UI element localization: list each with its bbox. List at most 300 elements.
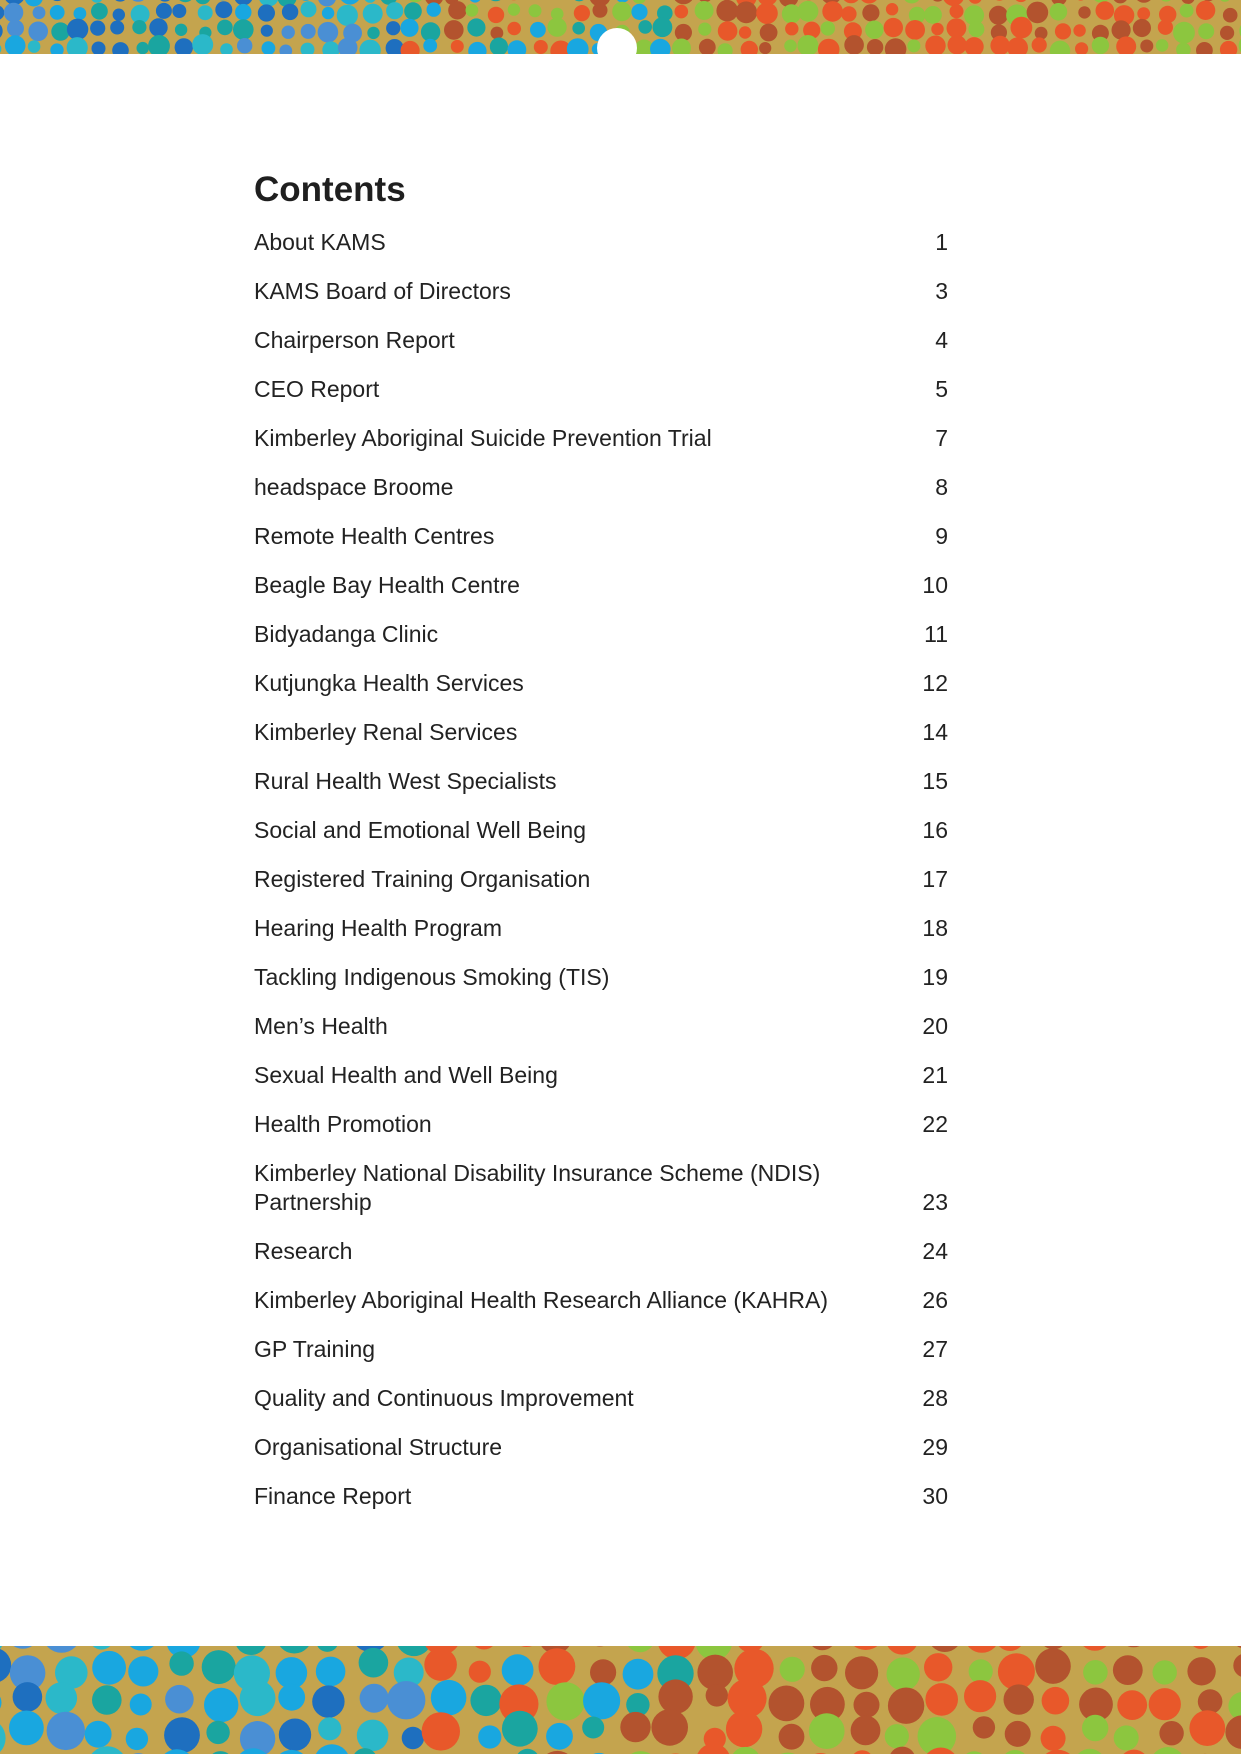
decorative-dot xyxy=(148,35,170,54)
decorative-dot xyxy=(1050,41,1070,54)
decorative-dot xyxy=(1198,23,1214,39)
toc-entry[interactable] xyxy=(254,1110,948,1139)
decorative-dot xyxy=(176,0,194,2)
decorative-dot xyxy=(965,37,984,54)
toc-entry-page-number: 24 xyxy=(922,1238,948,1264)
decorative-dot xyxy=(469,1661,491,1683)
toc-entry[interactable] xyxy=(254,620,948,649)
decorative-dot xyxy=(973,1716,995,1738)
toc-entry-label: Tackling Indigenous Smoking (TIS) xyxy=(254,964,610,990)
decorative-dot xyxy=(851,1750,874,1754)
decorative-dot xyxy=(1073,24,1085,36)
decorative-dot xyxy=(1173,22,1195,44)
decorative-dot xyxy=(314,1744,350,1754)
toc-entry-label: Kimberley Renal Services xyxy=(254,719,518,745)
decorative-dot xyxy=(195,0,211,4)
decorative-dot xyxy=(91,3,108,20)
decorative-dot xyxy=(279,1719,311,1751)
decorative-dot xyxy=(92,42,106,55)
decorative-dot xyxy=(468,42,486,54)
decorative-dot xyxy=(1113,1655,1143,1685)
decorative-dot xyxy=(1133,19,1151,37)
decorative-dot xyxy=(572,22,585,35)
decorative-dot xyxy=(215,1,232,18)
decorative-dot xyxy=(696,1744,731,1754)
toc-entry[interactable] xyxy=(254,669,948,698)
decorative-dot xyxy=(651,1709,688,1746)
decorative-dot xyxy=(261,25,273,37)
decorative-dot xyxy=(1082,1715,1108,1741)
decorative-dot xyxy=(402,1727,424,1749)
decorative-dot xyxy=(511,1646,541,1647)
decorative-dot xyxy=(129,0,148,2)
toc-entry[interactable] xyxy=(254,1384,948,1413)
decorative-dot xyxy=(444,20,464,40)
decorative-dot xyxy=(1159,1721,1183,1745)
decorative-dot xyxy=(808,1646,837,1650)
decorative-dot xyxy=(675,24,692,41)
decorative-dot xyxy=(132,20,146,34)
decorative-dot xyxy=(92,1651,126,1685)
toc-entry-page-number: 20 xyxy=(922,1013,948,1039)
decorative-dot xyxy=(50,43,63,54)
decorative-dot xyxy=(28,22,48,42)
toc-entry-label: Beagle Bay Health Centre xyxy=(254,572,520,598)
decorative-dot xyxy=(925,1683,958,1716)
toc-entry-label: GP Training xyxy=(254,1336,376,1362)
toc-entry-page-number: 23 xyxy=(922,1189,948,1215)
toc-entry[interactable] xyxy=(254,277,948,306)
toc-entry[interactable] xyxy=(254,473,948,502)
decorative-dot xyxy=(638,20,652,34)
toc-entry[interactable] xyxy=(254,1286,948,1315)
decorative-dot xyxy=(695,1,714,20)
toc-entry-label: Hearing Health Program xyxy=(254,915,503,941)
decorative-dot xyxy=(886,3,898,15)
decorative-dot xyxy=(968,21,984,37)
decorative-dot xyxy=(359,1648,389,1678)
decorative-dot xyxy=(889,1747,916,1754)
decorative-dot xyxy=(903,0,921,4)
decorative-dot xyxy=(1114,1725,1139,1750)
decorative-dot xyxy=(1223,8,1238,23)
decorative-dot xyxy=(1189,1710,1225,1746)
toc-entry-label: Chairperson Report xyxy=(254,327,455,353)
toc-entry[interactable] xyxy=(254,865,948,894)
decorative-dot xyxy=(113,9,125,21)
toc-entry-page-number: 9 xyxy=(935,523,948,549)
decorative-dot xyxy=(502,1654,534,1686)
decorative-dot xyxy=(451,40,464,53)
decorative-dot xyxy=(574,5,590,21)
decorative-dot xyxy=(422,1712,460,1750)
toc-entry[interactable] xyxy=(254,571,948,600)
decorative-dot xyxy=(964,1680,996,1712)
decorative-dot xyxy=(854,1692,880,1718)
decorative-dot xyxy=(785,22,798,35)
decorative-dot xyxy=(865,21,883,39)
decorative-dot xyxy=(1156,39,1169,52)
toc-entry-page-number: 8 xyxy=(935,474,948,500)
decorative-dot xyxy=(5,35,26,54)
toc-entry-page-number: 11 xyxy=(924,621,948,647)
decorative-dot xyxy=(360,1684,389,1713)
decorative-dot xyxy=(623,1659,654,1690)
toc-entry[interactable] xyxy=(254,767,948,796)
toc-entry[interactable] xyxy=(254,914,948,943)
toc-entry[interactable] xyxy=(254,1159,948,1217)
decorative-dot xyxy=(811,1655,837,1681)
decorative-dot xyxy=(74,7,87,20)
decorative-dot xyxy=(0,21,3,40)
decorative-dot xyxy=(1233,1653,1241,1677)
toc-entry-label: Quality and Continuous Improvement xyxy=(254,1385,634,1411)
decorative-dot xyxy=(363,4,383,24)
decorative-dot xyxy=(631,4,647,20)
decorative-dot xyxy=(1042,1687,1070,1715)
decorative-dot xyxy=(1078,6,1090,18)
decorative-dot xyxy=(404,2,422,20)
decorative-dot xyxy=(632,0,646,4)
decorative-dot xyxy=(1074,1749,1105,1754)
toc-entry[interactable] xyxy=(254,1061,948,1090)
toc-entry-page-number: 12 xyxy=(922,670,948,696)
decorative-dot xyxy=(405,0,425,2)
decorative-dot xyxy=(841,6,856,21)
decorative-dot xyxy=(885,38,907,54)
decorative-dot xyxy=(924,1653,952,1681)
decorative-dot xyxy=(673,0,695,4)
decorative-dot xyxy=(88,1746,128,1754)
decorative-dot xyxy=(318,1717,341,1740)
toc-entry-page-number: 30 xyxy=(922,1483,948,1509)
decorative-dot xyxy=(1032,37,1047,52)
decorative-dot xyxy=(1137,7,1150,20)
decorative-dot xyxy=(1096,1,1115,20)
decorative-dot xyxy=(298,0,313,1)
toc-entry-page-number: 15 xyxy=(922,768,948,794)
decorative-dot xyxy=(1220,26,1234,40)
decorative-dot xyxy=(46,1682,78,1714)
decorative-dot xyxy=(620,1712,650,1742)
decorative-dot xyxy=(490,38,508,55)
decorative-dot xyxy=(1092,37,1109,54)
dot-pattern-bottom xyxy=(0,1646,1241,1754)
decorative-dot xyxy=(198,5,213,20)
decorative-dot xyxy=(1180,4,1194,18)
decorative-dot xyxy=(175,24,187,36)
decorative-dot xyxy=(567,38,589,54)
decorative-dot xyxy=(386,21,400,35)
toc-entry[interactable] xyxy=(254,522,948,551)
decorative-dot xyxy=(128,1656,158,1686)
decorative-dot xyxy=(9,1711,44,1746)
decorative-dot xyxy=(625,1646,655,1652)
decorative-dot xyxy=(240,1680,276,1716)
decorative-dot xyxy=(862,4,879,21)
toc-entry-page-number: 3 xyxy=(935,278,948,304)
decorative-dot xyxy=(930,0,945,2)
decorative-dot xyxy=(126,1728,148,1750)
decorative-dot xyxy=(6,1646,39,1649)
decorative-dot xyxy=(950,4,964,18)
decorative-dot xyxy=(1005,1721,1031,1747)
decorative-dot xyxy=(739,26,751,38)
decorative-dot xyxy=(1196,1,1215,20)
decorative-dot xyxy=(470,1685,501,1716)
toc-entry-page-number: 22 xyxy=(922,1111,948,1137)
decorative-dot xyxy=(112,42,129,54)
decorative-dot xyxy=(885,1724,909,1748)
decorative-dot xyxy=(818,39,840,54)
decorative-dot xyxy=(798,1,819,22)
decorative-dot xyxy=(279,45,292,55)
toc-entry-page-number: 14 xyxy=(922,719,948,745)
decorative-dot xyxy=(467,18,485,36)
toc-entry-label: About KAMS xyxy=(254,229,386,255)
toc-entry[interactable] xyxy=(254,228,948,257)
toc-entry-label: Organisational Structure xyxy=(254,1434,503,1460)
decorative-dot xyxy=(779,1724,805,1750)
toc-entry-label: headspace Broome xyxy=(254,474,454,500)
decorative-dot xyxy=(0,1718,6,1754)
decorative-dot xyxy=(172,4,186,18)
decorative-dot xyxy=(165,1685,194,1714)
decorative-dot xyxy=(706,1684,728,1706)
decorative-dot xyxy=(478,1725,501,1748)
decorative-dot xyxy=(85,1721,112,1748)
decorative-dot xyxy=(91,0,103,3)
decorative-dot xyxy=(1055,23,1071,39)
decorative-dot xyxy=(282,26,295,39)
decorative-dot xyxy=(1083,1660,1108,1685)
decorative-dot xyxy=(1220,41,1237,54)
decorative-dot xyxy=(726,1711,762,1747)
decorative-dot xyxy=(130,1694,152,1716)
decorative-dot xyxy=(507,22,521,36)
decorative-dot xyxy=(925,36,945,55)
decorative-dot xyxy=(1150,1747,1185,1754)
decorative-dot xyxy=(1134,0,1154,3)
toc-entry[interactable] xyxy=(254,963,948,992)
toc-entry-page-number: 19 xyxy=(922,964,948,990)
toc-entry[interactable] xyxy=(254,1482,948,1511)
toc-entry-page-number: 28 xyxy=(922,1385,948,1411)
decorative-dot xyxy=(995,1646,1024,1651)
decorative-dot xyxy=(318,0,336,6)
toc-entry[interactable] xyxy=(254,1237,948,1266)
toc-entry-page-number: 26 xyxy=(922,1287,948,1313)
decorative-dot xyxy=(859,0,879,4)
decorative-dot xyxy=(780,1657,805,1682)
toc-entry-page-number: 17 xyxy=(922,866,948,892)
decorative-dot xyxy=(235,4,251,20)
decorative-dot xyxy=(312,1685,344,1717)
toc-entry-label: KAMS Board of Directors xyxy=(254,278,511,304)
decorative-dot xyxy=(759,42,771,54)
decorative-dot xyxy=(718,43,733,54)
decorative-dot xyxy=(273,1750,310,1754)
toc-entry[interactable] xyxy=(254,718,948,747)
decorative-dot xyxy=(1050,3,1068,21)
decorative-dot xyxy=(784,40,797,53)
decorative-dot xyxy=(427,2,441,16)
decorative-dot xyxy=(0,5,4,20)
decorative-dot xyxy=(1219,0,1231,2)
decorative-dot xyxy=(571,0,587,1)
decorative-dot xyxy=(277,1646,313,1654)
toc-entry-label: Kutjungka Health Services xyxy=(254,670,524,696)
decorative-dot xyxy=(67,37,88,54)
decorative-dot xyxy=(969,1659,993,1683)
decorative-dot xyxy=(316,1657,346,1687)
toc-entry-label: Bidyadanga Clinic xyxy=(254,621,439,647)
decorative-dot xyxy=(1011,17,1033,39)
decorative-dot xyxy=(947,18,967,38)
decorative-dot xyxy=(448,1,466,19)
decorative-dot xyxy=(202,1650,236,1684)
decorative-dot xyxy=(851,1716,881,1746)
decorative-dot xyxy=(546,1723,573,1750)
toc-entry-label: Health Promotion xyxy=(254,1111,432,1137)
decorative-dot xyxy=(491,27,504,40)
decorative-dot xyxy=(424,1648,457,1681)
decorative-dot xyxy=(0,43,1,54)
toc-entry-label: Finance Report xyxy=(254,1483,412,1509)
decorative-dot xyxy=(867,39,883,54)
decorative-dot xyxy=(845,1656,878,1689)
decorative-dot xyxy=(51,22,69,40)
decorative-dot xyxy=(769,1686,805,1722)
decorative-dot xyxy=(590,1659,616,1685)
decorative-dot xyxy=(423,39,437,53)
decorative-dot xyxy=(1119,1750,1149,1754)
toc-entry-label: CEO Report xyxy=(254,376,380,402)
toc-entry-page-number: 10 xyxy=(922,572,948,598)
decorative-dot xyxy=(1153,1660,1177,1684)
decorative-dot xyxy=(1119,1646,1148,1647)
decorative-dot xyxy=(157,0,173,2)
decorative-dot xyxy=(842,0,861,3)
decorative-dot xyxy=(989,6,1008,25)
decorative-dot xyxy=(318,22,339,43)
decorative-dot xyxy=(488,7,504,23)
decorative-dot xyxy=(699,39,716,54)
decorative-dot xyxy=(593,3,608,18)
toc-entry-label: Men’s Health xyxy=(254,1013,388,1039)
decorative-dot xyxy=(25,0,43,7)
decorative-dot xyxy=(1158,20,1173,35)
toc-entry[interactable] xyxy=(254,424,948,453)
decorative-dot xyxy=(357,1720,389,1752)
decorative-dot xyxy=(469,0,481,3)
decorative-dot xyxy=(991,0,1008,1)
toc-entry-page-number: 21 xyxy=(922,1062,948,1088)
decorative-dot xyxy=(1004,1684,1034,1714)
decorative-dot xyxy=(386,2,403,19)
decorative-dot xyxy=(466,4,479,17)
toc-entry-label: Kimberley Aboriginal Suicide Prevention Trial xyxy=(254,425,712,451)
toc-entry[interactable] xyxy=(254,375,948,404)
decorative-dot xyxy=(548,18,567,37)
toc-entry-page-number: 7 xyxy=(935,425,948,451)
toc-entry-page-number: 18 xyxy=(922,915,948,941)
decorative-dot xyxy=(741,41,758,54)
decorative-dot xyxy=(1041,1726,1066,1751)
decorative-dot xyxy=(431,1680,467,1716)
decorative-dot xyxy=(1027,2,1049,24)
decorative-dot xyxy=(887,1657,920,1690)
toc-entry[interactable] xyxy=(254,816,948,845)
toc-entry-label: Registered Training Organisation xyxy=(254,866,591,892)
toc-entry-label: Kimberley National Disability Insurance Scheme (NDIS) Partnership xyxy=(254,1160,821,1215)
decorative-dot xyxy=(7,20,24,37)
toc-entry-page-number: 4 xyxy=(935,327,948,353)
decorative-dot xyxy=(1013,0,1028,2)
decorative-dot xyxy=(47,1712,85,1750)
decorative-dot xyxy=(1225,1715,1241,1749)
decorative-dot xyxy=(0,1648,11,1683)
decorative-dot xyxy=(905,20,925,40)
decorative-dot xyxy=(809,1713,845,1749)
decorative-dot xyxy=(4,3,23,22)
toc-entry[interactable] xyxy=(254,1012,948,1041)
decorative-dot xyxy=(1196,42,1213,54)
decorative-dot xyxy=(262,41,276,54)
decorative-dot xyxy=(1079,1646,1111,1651)
decorative-dot xyxy=(718,21,738,41)
decorative-dot xyxy=(948,35,967,54)
decorative-dot xyxy=(756,3,778,25)
decorative-dot xyxy=(1181,0,1195,4)
decorative-dot xyxy=(907,39,920,52)
decorative-dot xyxy=(49,0,65,1)
decorative-dot xyxy=(822,1,843,22)
toc-entry-page-number: 16 xyxy=(922,817,948,843)
toc-entry[interactable] xyxy=(254,1335,948,1364)
toc-entry[interactable] xyxy=(254,326,948,355)
decorative-dot xyxy=(175,38,193,54)
decorative-dot xyxy=(112,0,128,2)
decorative-dot xyxy=(33,6,46,19)
decorative-dot xyxy=(1198,1689,1223,1714)
decorative-dot xyxy=(206,1721,229,1744)
toc-entry[interactable] xyxy=(254,1433,948,1462)
decorative-dot xyxy=(582,1717,604,1739)
decorative-dot xyxy=(278,1684,305,1711)
decorative-dot xyxy=(735,1,757,23)
decorative-dot xyxy=(220,43,233,54)
decorative-dot xyxy=(401,41,420,54)
toc-entry-label: Research xyxy=(254,1238,353,1264)
decorative-dot xyxy=(821,21,835,35)
decorative-dot xyxy=(367,27,379,39)
decorative-dot xyxy=(235,1646,268,1655)
decorative-dot xyxy=(204,1688,238,1722)
decorative-dot xyxy=(156,3,172,19)
page-title: Contents xyxy=(254,170,406,209)
decorative-dot xyxy=(508,3,520,15)
toc-entry-page-number: 1 xyxy=(935,229,948,255)
decorative-dot xyxy=(387,1681,425,1719)
decorative-dot xyxy=(968,0,982,4)
decorative-dot xyxy=(90,21,105,36)
decorative-dot xyxy=(92,1685,122,1715)
decorative-dot xyxy=(931,23,943,35)
decorative-dot xyxy=(529,4,542,17)
decorative-dot xyxy=(539,1648,576,1685)
decorative-dot xyxy=(928,1646,962,1652)
